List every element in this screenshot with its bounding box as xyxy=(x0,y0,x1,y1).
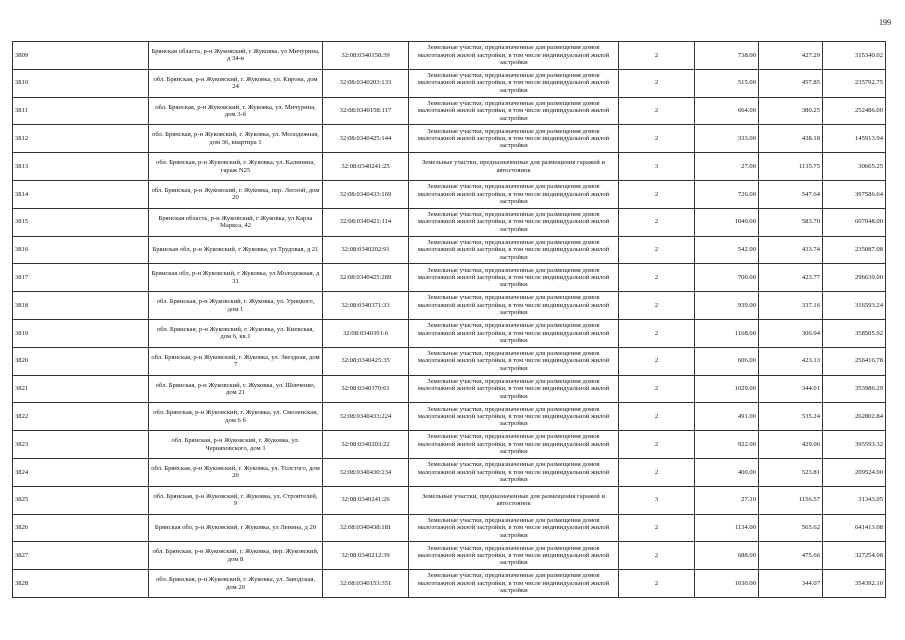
cadastral-number-cell: 32:08:0340430:234 xyxy=(323,458,409,486)
cadastral-number-cell: 32:08:0340212:39 xyxy=(323,542,409,570)
specific-value-cell: 1135.75 xyxy=(759,153,823,181)
area-cell: 1134.00 xyxy=(695,514,759,542)
land-registry-table xyxy=(12,41,886,598)
cadastral-value-cell: 252486.00 xyxy=(823,97,886,125)
table-row xyxy=(13,292,886,320)
area-cell: 1168.00 xyxy=(695,319,759,347)
specific-value-cell: 344.01 xyxy=(759,375,823,403)
cadastral-value-cell: 607048.00 xyxy=(823,208,886,236)
table-row xyxy=(13,319,886,347)
address-cell: обл. Брянская, р-н Жуковский, г. Жуковка, ул. Молодежная, дом 36, квартира 1 xyxy=(149,125,323,153)
cadastral-value-cell: 262802.84 xyxy=(823,403,886,431)
specific-value-cell: 535.24 xyxy=(759,403,823,431)
specific-value-cell: 457.85 xyxy=(759,69,823,97)
address-cell: обл. Брянская, р-н Жуковский, г. Жуковка, ул. Смоленская, дом 6 б xyxy=(149,403,323,431)
area-cell: 400.00 xyxy=(695,458,759,486)
table-row xyxy=(13,153,886,181)
cadastral-number-cell: 32:08:0340370:61 xyxy=(323,375,409,403)
table-row xyxy=(13,458,886,486)
address-cell: обл. Брянская, р-н Жуковский, г. Жуковка, ул. Заводская, дом 20 xyxy=(149,570,323,598)
category-cell: 2 xyxy=(619,125,695,153)
category-cell: 2 xyxy=(619,347,695,375)
cadastral-value-cell: 354392.10 xyxy=(823,570,886,598)
area-cell: 939.00 xyxy=(695,292,759,320)
address-cell: обл. Брянская, р-н Жуковский, г. Жуковка, ул. Шевченко, дом 21 xyxy=(149,375,323,403)
area-cell: 1040.00 xyxy=(695,208,759,236)
address-cell: Брянская обл, р-н Жуковский, г Жуковка, ул Молодежная, д 31 xyxy=(149,264,323,292)
specific-value-cell: 427.29 xyxy=(759,42,823,70)
address-cell: обл. Брянская, р-н Жуковский, г. Жуковка, ул. Калинина, гараж N25 xyxy=(149,153,323,181)
permitted-use-cell: Земельные участки, предназначенные для размещения домов малоэтажной жилой застройки, в том числе индивидуальной жилой застройки xyxy=(409,403,619,431)
category-cell: 2 xyxy=(619,180,695,208)
row-number-cell: 3824 xyxy=(13,458,149,486)
permitted-use-cell: Земельные участки, предназначенные для размещения домов малоэтажной жилой застройки, в том числе индивидуальной жилой застройки xyxy=(409,570,619,598)
area-cell: 922.00 xyxy=(695,431,759,459)
area-cell: 664.00 xyxy=(695,97,759,125)
cadastral-value-cell: 316593.24 xyxy=(823,292,886,320)
permitted-use-cell: Земельные участки, предназначенные для размещения домов малоэтажной жилой застройки, в том числе индивидуальной жилой застройки xyxy=(409,125,619,153)
row-number-cell: 3823 xyxy=(13,431,149,459)
specific-value-cell: 344.07 xyxy=(759,570,823,598)
cadastral-value-cell: 641413.08 xyxy=(823,514,886,542)
cadastral-number-cell: 32:08:0340425:289 xyxy=(323,264,409,292)
category-cell: 2 xyxy=(619,431,695,459)
address-cell: обл. Брянская, р-н Жуковский, г. Жуковка, ул. Строителей, 9 xyxy=(149,486,323,514)
category-cell: 2 xyxy=(619,236,695,264)
category-cell: 2 xyxy=(619,403,695,431)
specific-value-cell: 433.74 xyxy=(759,236,823,264)
cadastral-value-cell: 327254.08 xyxy=(823,542,886,570)
table-row xyxy=(13,97,886,125)
address-cell: Брянская область, р-н Жуковский, г Жуковка, ул Карла Маркса, 42 xyxy=(149,208,323,236)
cadastral-value-cell: 358505.92 xyxy=(823,319,886,347)
permitted-use-cell: Земельные участки, предназначенные для размещения домов малоэтажной жилой застройки, в том числе индивидуальной жилой застройки xyxy=(409,375,619,403)
specific-value-cell: 380.25 xyxy=(759,97,823,125)
cadastral-value-cell: 235792.75 xyxy=(823,69,886,97)
cadastral-number-cell: 32:08:0340391:6 xyxy=(323,319,409,347)
specific-value-cell: 523.81 xyxy=(759,458,823,486)
cadastral-value-cell: 30665.25 xyxy=(823,153,886,181)
row-number-cell: 3828 xyxy=(13,570,149,598)
row-number-cell: 3826 xyxy=(13,514,149,542)
cadastral-value-cell: 397586.64 xyxy=(823,180,886,208)
table-row xyxy=(13,208,886,236)
area-cell: 606.00 xyxy=(695,347,759,375)
row-number-cell: 3809 xyxy=(13,42,149,70)
permitted-use-cell: Земельные участки, предназначенные для размещения гаражей и автостоянок xyxy=(409,486,619,514)
category-cell: 2 xyxy=(619,458,695,486)
category-cell: 3 xyxy=(619,153,695,181)
category-cell: 2 xyxy=(619,319,695,347)
category-cell: 3 xyxy=(619,486,695,514)
cadastral-number-cell: 32:08:0340421:114 xyxy=(323,208,409,236)
permitted-use-cell: Земельные участки, предназначенные для размещения домов малоэтажной жилой застройки, в том числе индивидуальной жилой застройки xyxy=(409,431,619,459)
row-number-cell: 3813 xyxy=(13,153,149,181)
area-cell: 738.00 xyxy=(695,42,759,70)
address-cell: Брянская обл, р-н Жуковский, г Жуковка, ул Ленина, д 20 xyxy=(149,514,323,542)
category-cell: 2 xyxy=(619,264,695,292)
cadastral-number-cell: 32:08:0340158:39 xyxy=(323,42,409,70)
permitted-use-cell: Земельные участки, предназначенные для размещения домов малоэтажной жилой застройки, в том числе индивидуальной жилой застройки xyxy=(409,542,619,570)
category-cell: 2 xyxy=(619,208,695,236)
table-row xyxy=(13,514,886,542)
table-row xyxy=(13,570,886,598)
address-cell: обл. Брянская, р-н Жуковский, г. Жуковка, ул. Черняховского, дом 1 xyxy=(149,431,323,459)
row-number-cell: 3817 xyxy=(13,264,149,292)
permitted-use-cell: Земельные участки, предназначенные для размещения домов малоэтажной жилой застройки, в том числе индивидуальной жилой застройки xyxy=(409,264,619,292)
cadastral-number-cell: 32:08:0340203:133 xyxy=(323,69,409,97)
cadastral-value-cell: 31343.05 xyxy=(823,486,886,514)
row-number-cell: 3821 xyxy=(13,375,149,403)
page-number: 199 xyxy=(879,18,891,27)
row-number-cell: 3827 xyxy=(13,542,149,570)
area-cell: 726.00 xyxy=(695,180,759,208)
area-cell: 1030.00 xyxy=(695,570,759,598)
permitted-use-cell: Земельные участки, предназначенные для размещения домов малоэтажной жилой застройки, в том числе индивидуальной жилой застройки xyxy=(409,347,619,375)
category-cell: 2 xyxy=(619,69,695,97)
area-cell: 333.00 xyxy=(695,125,759,153)
row-number-cell: 3810 xyxy=(13,69,149,97)
cadastral-value-cell: 296639.00 xyxy=(823,264,886,292)
row-number-cell: 3814 xyxy=(13,180,149,208)
cadastral-value-cell: 315340.02 xyxy=(823,42,886,70)
address-cell: обл. Брянская, р-н Жуковский, г. Жуковка, пер. Жуковский, дом 8 xyxy=(149,542,323,570)
table-row xyxy=(13,180,886,208)
category-cell: 2 xyxy=(619,375,695,403)
table-row xyxy=(13,42,886,70)
cadastral-number-cell: 32:08:0340241:25 xyxy=(323,153,409,181)
row-number-cell: 3819 xyxy=(13,319,149,347)
permitted-use-cell: Земельные участки, предназначенные для размещения домов малоэтажной жилой застройки, в том числе индивидуальной жилой застройки xyxy=(409,69,619,97)
specific-value-cell: 306.94 xyxy=(759,319,823,347)
cadastral-number-cell: 32:08:0340153:351 xyxy=(323,570,409,598)
permitted-use-cell: Земельные участки, предназначенные для размещения домов малоэтажной жилой застройки, в том числе индивидуальной жилой застройки xyxy=(409,458,619,486)
specific-value-cell: 475.66 xyxy=(759,542,823,570)
category-cell: 2 xyxy=(619,42,695,70)
table-row xyxy=(13,542,886,570)
specific-value-cell: 1156.57 xyxy=(759,486,823,514)
row-number-cell: 3818 xyxy=(13,292,149,320)
area-cell: 542.00 xyxy=(695,236,759,264)
address-cell: обл. Брянская, р-н Жуковский, г. Жуковка, ул. Кирова, дом 24 xyxy=(149,69,323,97)
area-cell: 515.00 xyxy=(695,69,759,97)
specific-value-cell: 423.77 xyxy=(759,264,823,292)
table-row xyxy=(13,69,886,97)
category-cell: 2 xyxy=(619,292,695,320)
cadastral-value-cell: 256416.78 xyxy=(823,347,886,375)
row-number-cell: 3815 xyxy=(13,208,149,236)
table-row xyxy=(13,125,886,153)
cadastral-number-cell: 32:08:0340433:224 xyxy=(323,403,409,431)
cadastral-number-cell: 32:08:0340202:91 xyxy=(323,236,409,264)
address-cell: обл. Брянская, р-н Жуковский, г. Жуковка, пер. Лесной, дом 20 xyxy=(149,180,323,208)
permitted-use-cell: Земельные участки, предназначенные для размещения домов малоэтажной жилой застройки, в том числе индивидуальной жилой застройки xyxy=(409,319,619,347)
permitted-use-cell: Земельные участки, предназначенные для размещения домов малоэтажной жилой застройки, в том числе индивидуальной жилой застройки xyxy=(409,180,619,208)
cadastral-value-cell: 353986.29 xyxy=(823,375,886,403)
address-cell: обл. Брянская, р-н Жуковский, г. Жуковка, ул. Толстого, дом 20 xyxy=(149,458,323,486)
address-cell: Брянская область, р-н Жуковский, г Жуковка, ул Мичурина, д 34-в xyxy=(149,42,323,70)
area-cell: 27.10 xyxy=(695,486,759,514)
row-number-cell: 3812 xyxy=(13,125,149,153)
cadastral-number-cell: 32:08:0340425:144 xyxy=(323,125,409,153)
permitted-use-cell: Земельные участки, предназначенные для размещения домов малоэтажной жилой застройки, в том числе индивидуальной жилой застройки xyxy=(409,42,619,70)
address-cell: Брянская обл, р-н Жуковский, г Жуковка, ул Трудовая, д 21 xyxy=(149,236,323,264)
specific-value-cell: 565.62 xyxy=(759,514,823,542)
cadastral-number-cell: 32:08:0340425:35 xyxy=(323,347,409,375)
permitted-use-cell: Земельные участки, предназначенные для размещения домов малоэтажной жилой застройки, в том числе индивидуальной жилой застройки xyxy=(409,97,619,125)
table-row xyxy=(13,264,886,292)
specific-value-cell: 438.18 xyxy=(759,125,823,153)
area-cell: 1029.00 xyxy=(695,375,759,403)
row-number-cell: 3820 xyxy=(13,347,149,375)
table-row xyxy=(13,347,886,375)
address-cell: обл. Брянская, р-н Жуковский, г. Жуковка, ул. Киевская, дом 6, кв.1 xyxy=(149,319,323,347)
cadastral-value-cell: 235087.08 xyxy=(823,236,886,264)
cadastral-number-cell: 32:08:0340433:169 xyxy=(323,180,409,208)
cadastral-value-cell: 209524.00 xyxy=(823,458,886,486)
area-cell: 700.00 xyxy=(695,264,759,292)
address-cell: обл. Брянская, р-н Жуковский, г. Жуковка, ул. Урицкого, дом 1 xyxy=(149,292,323,320)
category-cell: 2 xyxy=(619,570,695,598)
table-row xyxy=(13,403,886,431)
table-row xyxy=(13,375,886,403)
cadastral-number-cell: 32:08:0340241:26 xyxy=(323,486,409,514)
table-row xyxy=(13,236,886,264)
row-number-cell: 3816 xyxy=(13,236,149,264)
address-cell: обл. Брянская, р-н Жуковский, г. Жуковка, ул. Мичурина, дом 3-б xyxy=(149,97,323,125)
specific-value-cell: 337.16 xyxy=(759,292,823,320)
cadastral-number-cell: 32:08:0340438:181 xyxy=(323,514,409,542)
cadastral-value-cell: 395593.32 xyxy=(823,431,886,459)
permitted-use-cell: Земельные участки, предназначенные для размещения домов малоэтажной жилой застройки, в том числе индивидуальной жилой застройки xyxy=(409,514,619,542)
specific-value-cell: 429.06 xyxy=(759,431,823,459)
specific-value-cell: 547.64 xyxy=(759,180,823,208)
category-cell: 2 xyxy=(619,97,695,125)
area-cell: 491.00 xyxy=(695,403,759,431)
cadastral-number-cell: 32:08:0340203:22 xyxy=(323,431,409,459)
permitted-use-cell: Земельные участки, предназначенные для размещения гаражей и автостоянок xyxy=(409,153,619,181)
permitted-use-cell: Земельные участки, предназначенные для размещения домов малоэтажной жилой застройки, в том числе индивидуальной жилой застройки xyxy=(409,236,619,264)
specific-value-cell: 583.70 xyxy=(759,208,823,236)
row-number-cell: 3811 xyxy=(13,97,149,125)
area-cell: 688.00 xyxy=(695,542,759,570)
cadastral-number-cell: 32:08:0340371:33 xyxy=(323,292,409,320)
table-row xyxy=(13,431,886,459)
category-cell: 2 xyxy=(619,542,695,570)
row-number-cell: 3822 xyxy=(13,403,149,431)
permitted-use-cell: Земельные участки, предназначенные для размещения домов малоэтажной жилой застройки, в том числе индивидуальной жилой застройки xyxy=(409,292,619,320)
area-cell: 27.00 xyxy=(695,153,759,181)
row-number-cell: 3825 xyxy=(13,486,149,514)
address-cell: обл. Брянская, р-н Жуковский, г. Жуковка, ул. Звездная, дом 7 xyxy=(149,347,323,375)
specific-value-cell: 423.13 xyxy=(759,347,823,375)
cadastral-value-cell: 145913.94 xyxy=(823,125,886,153)
permitted-use-cell: Земельные участки, предназначенные для размещения домов малоэтажной жилой застройки, в том числе индивидуальной жилой застройки xyxy=(409,208,619,236)
table-row xyxy=(13,486,886,514)
cadastral-number-cell: 32:08:0340158:117 xyxy=(323,97,409,125)
table-body xyxy=(13,42,886,598)
category-cell: 2 xyxy=(619,514,695,542)
